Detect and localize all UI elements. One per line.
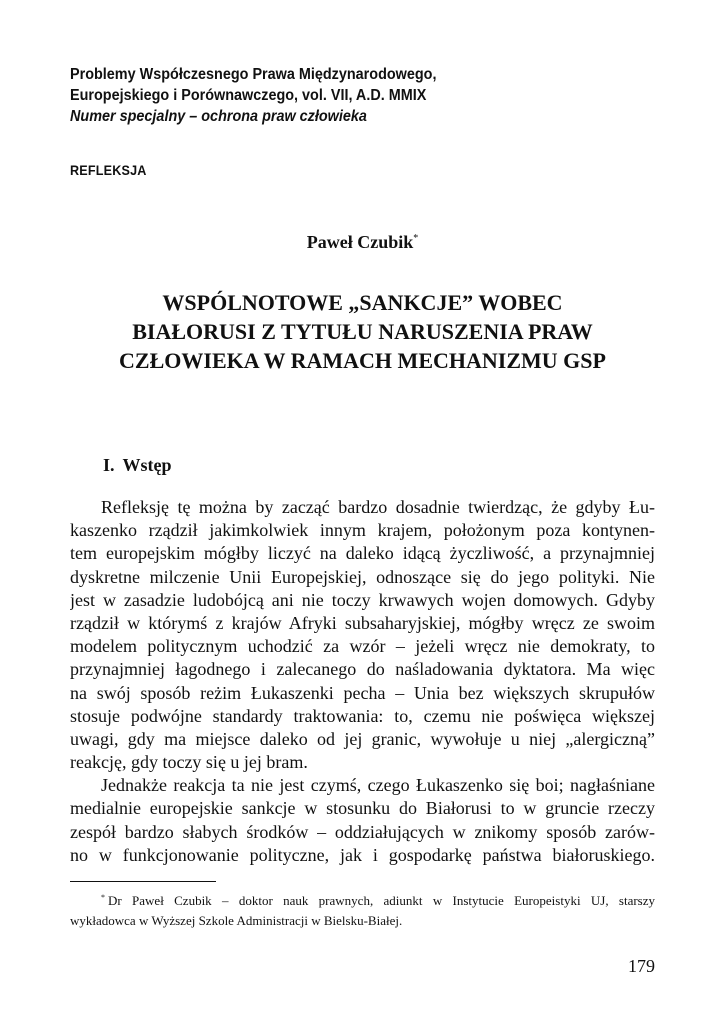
- page-number: 179: [628, 956, 655, 976]
- section-title: Wstęp: [122, 455, 172, 475]
- text-line: kaszenko rządził jakimkolwiek innym krajem, położonym poza kontynen-: [70, 520, 655, 541]
- text-line: stosuje podwójne standardy traktowania: to, czemu nie poświęca większej: [70, 705, 655, 726]
- article-title-line-1: WSPÓLNOTOWE „SANKCJE” WOBEC: [162, 290, 563, 315]
- author-footnote-mark: *: [413, 233, 419, 244]
- author-name: Paweł Czubik: [306, 232, 414, 252]
- text-line: Jednakże reakcja ta nie jest czymś, czego Łukaszenko się boi; nagłaśniane: [101, 775, 655, 796]
- footnote-line-2: wykładowca w Wyższej Szkole Administracji w Bielsku-Białej.: [70, 913, 403, 928]
- article-title-line-3: CZŁOWIEKA W RAMACH MECHANIZMU GSP: [119, 348, 606, 373]
- text-line: na swój sposób reżim Łukaszenki pecha – Unia bez większych skrupułów: [70, 682, 655, 703]
- footnote-mark: *: [101, 893, 105, 902]
- journal-title-line-1: Problemy Współczesnego Prawa Międzynarodowego,: [70, 66, 437, 83]
- footnote-divider: [70, 881, 216, 882]
- text-line: tem europejskim mógłby liczyć na daleko idącą życzliwość, a przynajmniej: [70, 543, 655, 564]
- text-line: reakcję, gdy toczy się u jej bram.: [70, 752, 308, 773]
- section-tag: REFLEKSJA: [70, 162, 147, 178]
- text-line: modelem politycznym uchodzić za wzór – jeżeli wręcz nie demokraty, to: [70, 636, 655, 657]
- paragraph-1: [70, 496, 655, 774]
- text-line: uwagi, gdy ma miejsce daleko od jej granic, wywołuje u niej „alergiczną”: [70, 728, 655, 749]
- author-line: [0, 232, 725, 253]
- footnote-text-1: Dr Paweł Czubik – doktor nauk prawnych, adiunkt w Instytucie Europeistyki UJ, starszy: [108, 893, 655, 908]
- article-title-line-2: BIAŁORUSI Z TYTUŁU NARUSZENIA PRAW: [132, 319, 593, 344]
- footnote: [70, 888, 655, 931]
- journal-title-line-2: Europejskiego i Porównawczego, vol. VII, A.D. MMIX: [70, 87, 427, 104]
- section-heading: [103, 455, 172, 476]
- text-line: zespół bardzo słabych środków – oddziałujących w znikomy sposób zarów-: [70, 821, 655, 842]
- text-line: dyskretne milczenie Unii Europejskiej, odnoszące się do jego polityki. Nie: [70, 566, 655, 587]
- text-line: medialnie europejskie sankcje w stosunku do Białorusi to w gruncie rzeczy: [70, 798, 655, 819]
- journal-header: [70, 64, 610, 127]
- text-line: Refleksję tę można by zacząć bardzo dosadnie twierdząc, że gdyby Łu-: [101, 497, 655, 517]
- text-line: no w funkcjonowanie polityczne, jak i gospodarkę państwa białoruskiego.: [70, 844, 655, 865]
- text-line: przynajmniej łagodnego i zalecanego do naśladowania dyktatora. Ma więc: [70, 659, 655, 680]
- text-line: jest w zasadzie ludobójcą ani nie toczy krwawych wojen domowych. Gdyby: [70, 589, 655, 610]
- text-line: rządził w którymś z krajów Afryki subsaharyjskiej, mógłby wręcz ze swoim: [70, 612, 655, 633]
- footnote-line-1: [70, 888, 655, 911]
- body-text: [70, 496, 655, 867]
- section-number: I.: [103, 455, 115, 475]
- paragraph-2: [70, 774, 655, 867]
- article-title: [60, 288, 665, 375]
- journal-issue-subtitle: Numer specjalny – ochrona praw człowieka: [70, 108, 367, 125]
